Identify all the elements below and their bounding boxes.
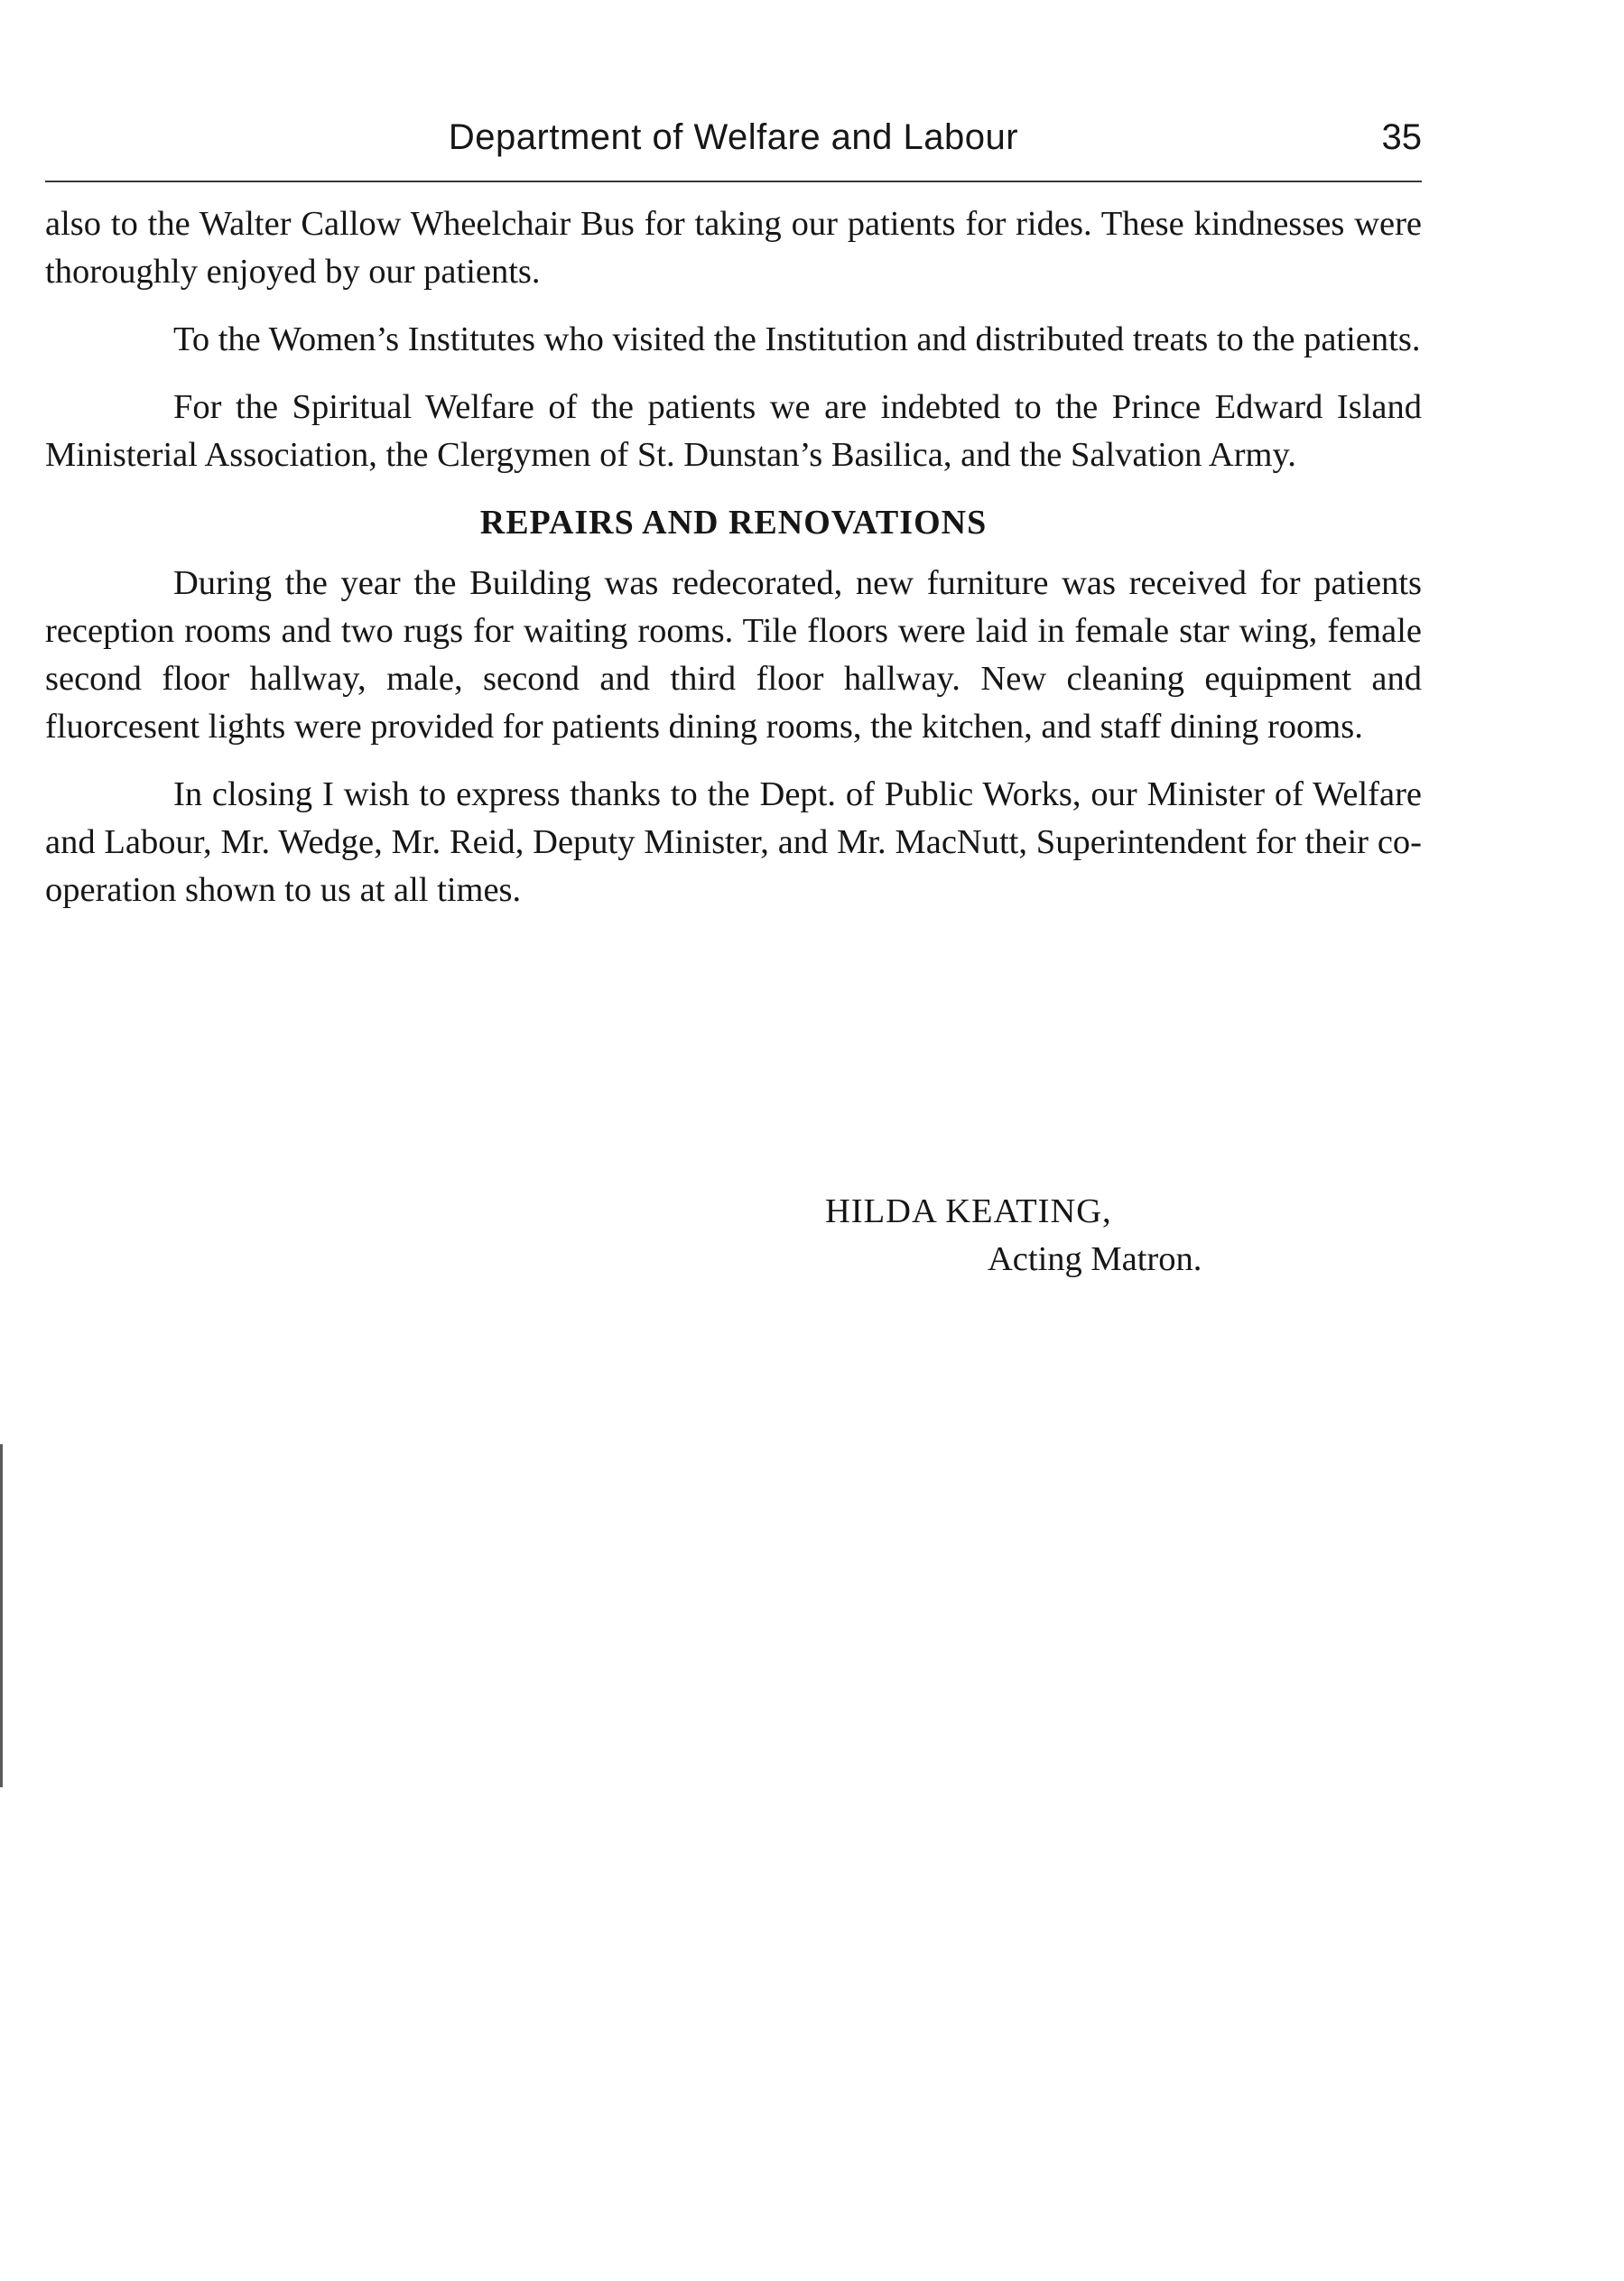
paragraph-continuation: also to the Walter Callow Wheelchair Bus for taking our patients for rides. These kindnesses were thoroughly enjoyed by our patients.	[45, 205, 1422, 291]
paragraph-closing: In closing I wish to express thanks to the Dept. of Public Works, our Minister of Welfare and Labour, Mr. Wedge, Mr. Reid, Deputy Minister, and Mr. MacNutt, Superintendent for their co-operation shown to us at all times.	[45, 775, 1422, 909]
body-text	[45, 200, 1422, 934]
signatory-name: HILDA KEATING,	[825, 1192, 1112, 1230]
scan-edge-mark	[0, 1444, 3, 1787]
section-heading: REPAIRS AND RENOVATIONS	[479, 504, 988, 542]
header-title: Department of Welfare and Labour	[448, 117, 1019, 157]
page-number: 35	[1381, 117, 1422, 157]
paragraph-repairs: During the year the Building was redecorated, new furniture was received for patients reception rooms and two rugs for waiting rooms. Tile floors were laid in female star wing, female second floor hallway, male, second and third floor hallway. New cleaning equipment and fluorcesent lights were provided for patients dining rooms, the kitchen, and staff dining rooms.	[45, 564, 1422, 746]
paragraph-spiritual-welfare: For the Spiritual Welfare of the patients we are indebted to the Prince Edward Island Ministerial Association, the Clergymen of St. Dunstan’s Basilica, and the Salvation Army.	[45, 388, 1422, 474]
signatory-title: Acting Matron.	[988, 1240, 1202, 1278]
header-rule	[45, 181, 1422, 182]
signature-block	[825, 1188, 1202, 1284]
paragraph-womens-institutes: To the Women’s Institutes who visited the Institution and distributed treats to the patients.	[173, 320, 1421, 358]
running-header	[45, 117, 1422, 172]
